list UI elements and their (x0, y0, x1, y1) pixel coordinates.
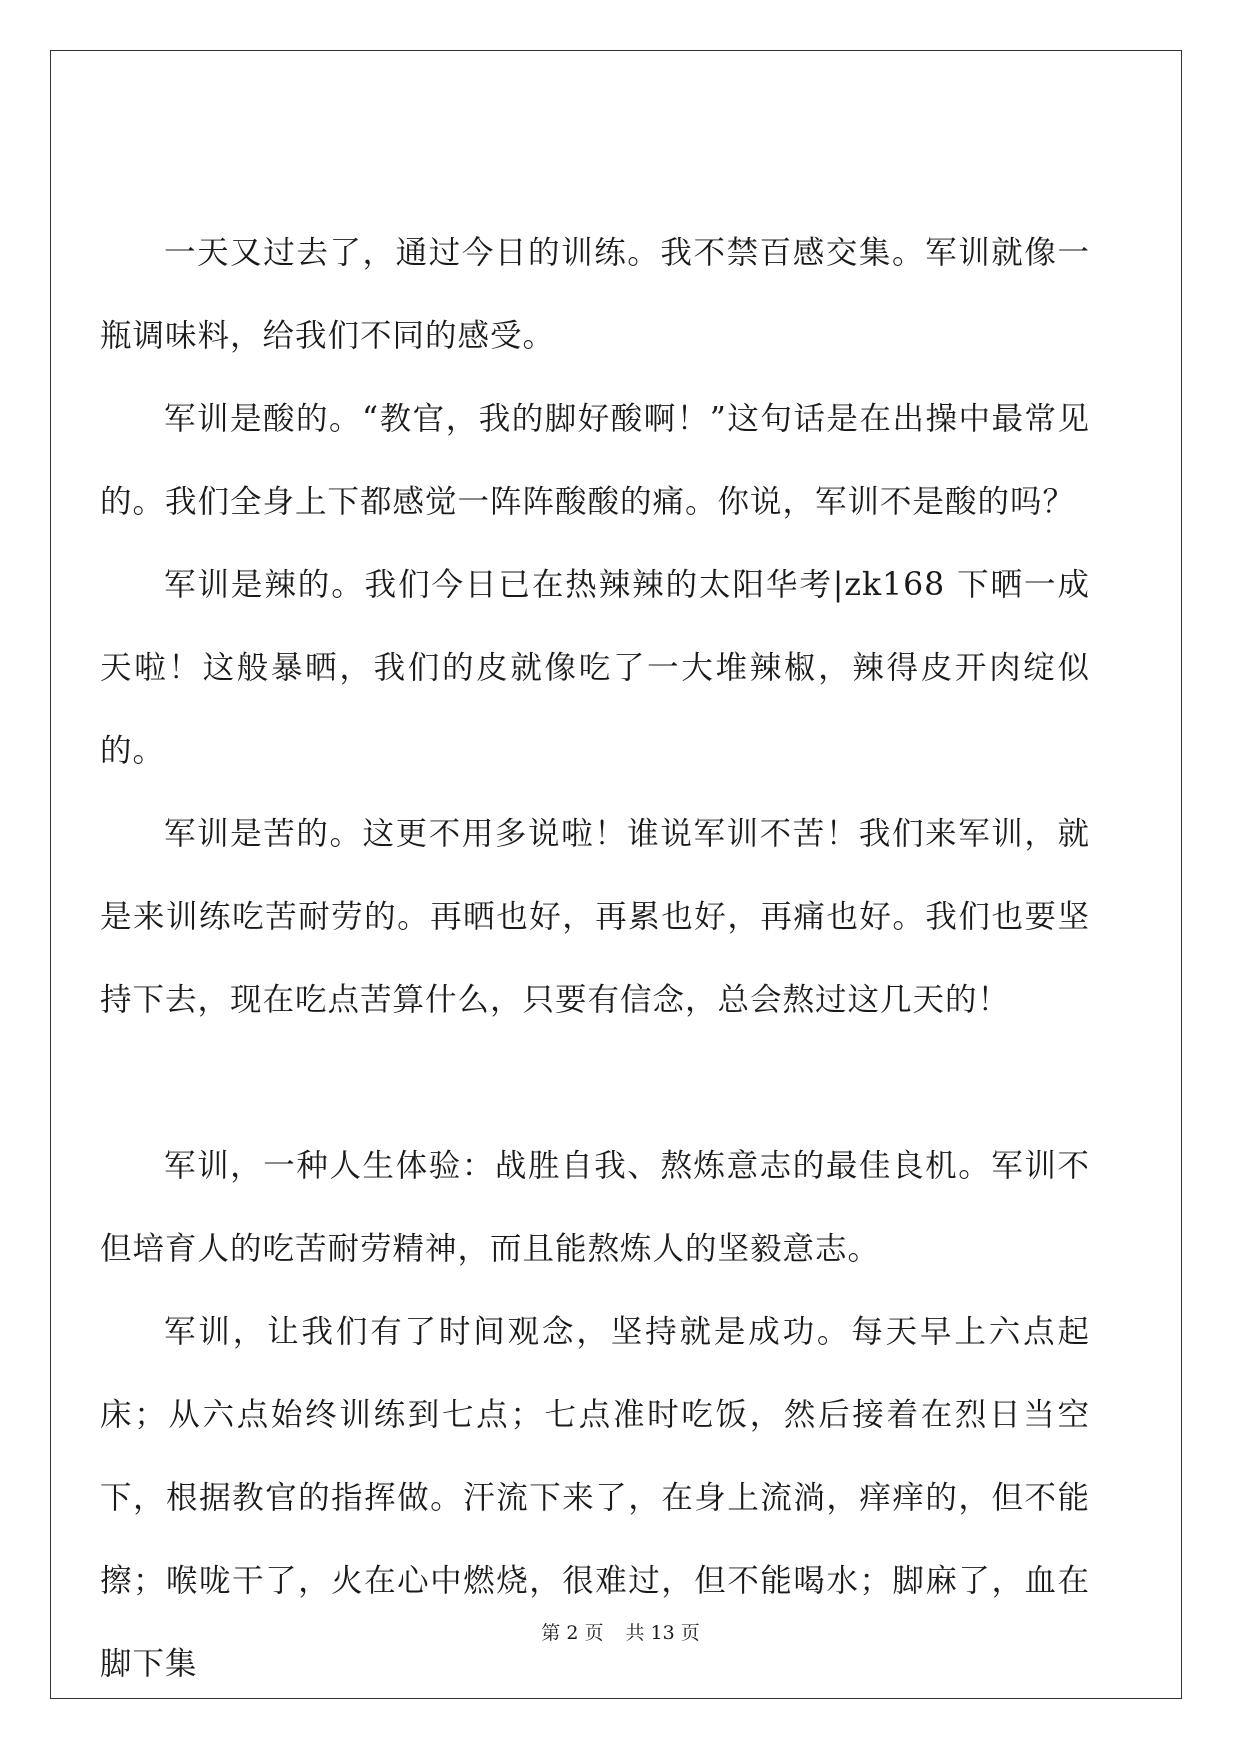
page-footer (0, 1618, 1241, 1645)
paragraph-6: 军训，让我们有了时间观念，坚持就是成功。每天早上六点起床；从六点始终训练到七点；七点准时吃饭，然后接着在烈日当空下，根据教官的指挥做。汗流下来了，在身上流淌，痒痒的，但不能擦；喉咙干了，火在心中燃烧，很难过，但不能喝水；脚麻了，血在脚下集 (100, 1314, 1090, 1682)
paragraph-1: 一天又过去了，通过今日的训练。我不禁百感交集。军训就像一瓶调味料，给我们不同的感受。 (100, 235, 1090, 354)
page-total: 共 13 页 (625, 1622, 700, 1644)
document-body (100, 212, 1090, 1706)
paragraph-2: 军训是酸的。“教官，我的脚好酸啊！”这句话是在出操中最常见的。我们全身上下都感觉一阵阵酸酸的痛。你说，军训不是酸的吗？ (100, 401, 1090, 520)
page-number: 第 2 页 (541, 1622, 604, 1644)
paragraph-3: 军训是辣的。我们今日已在热辣辣的太阳华考|zk168 下晒一成天啦！这般暴晒，我们的皮就像吃了一大堆辣椒，辣得皮开肉绽似的。 (100, 567, 1090, 769)
paragraph-4: 军训是苦的。这更不用多说啦！谁说军训不苦！我们来军训，就是来训练吃苦耐劳的。再晒也好，再累也好，再痛也好。我们也要坚持下去，现在吃点苦算什么，只要有信念，总会熬过这几天的！ (100, 816, 1090, 1018)
paragraph-5: 军训，一种人生体验：战胜自我、熬炼意志的最佳良机。军训不但培育人的吃苦耐劳精神，而且能熬炼人的坚毅意志。 (100, 1148, 1090, 1267)
section-break (100, 1042, 1090, 1125)
